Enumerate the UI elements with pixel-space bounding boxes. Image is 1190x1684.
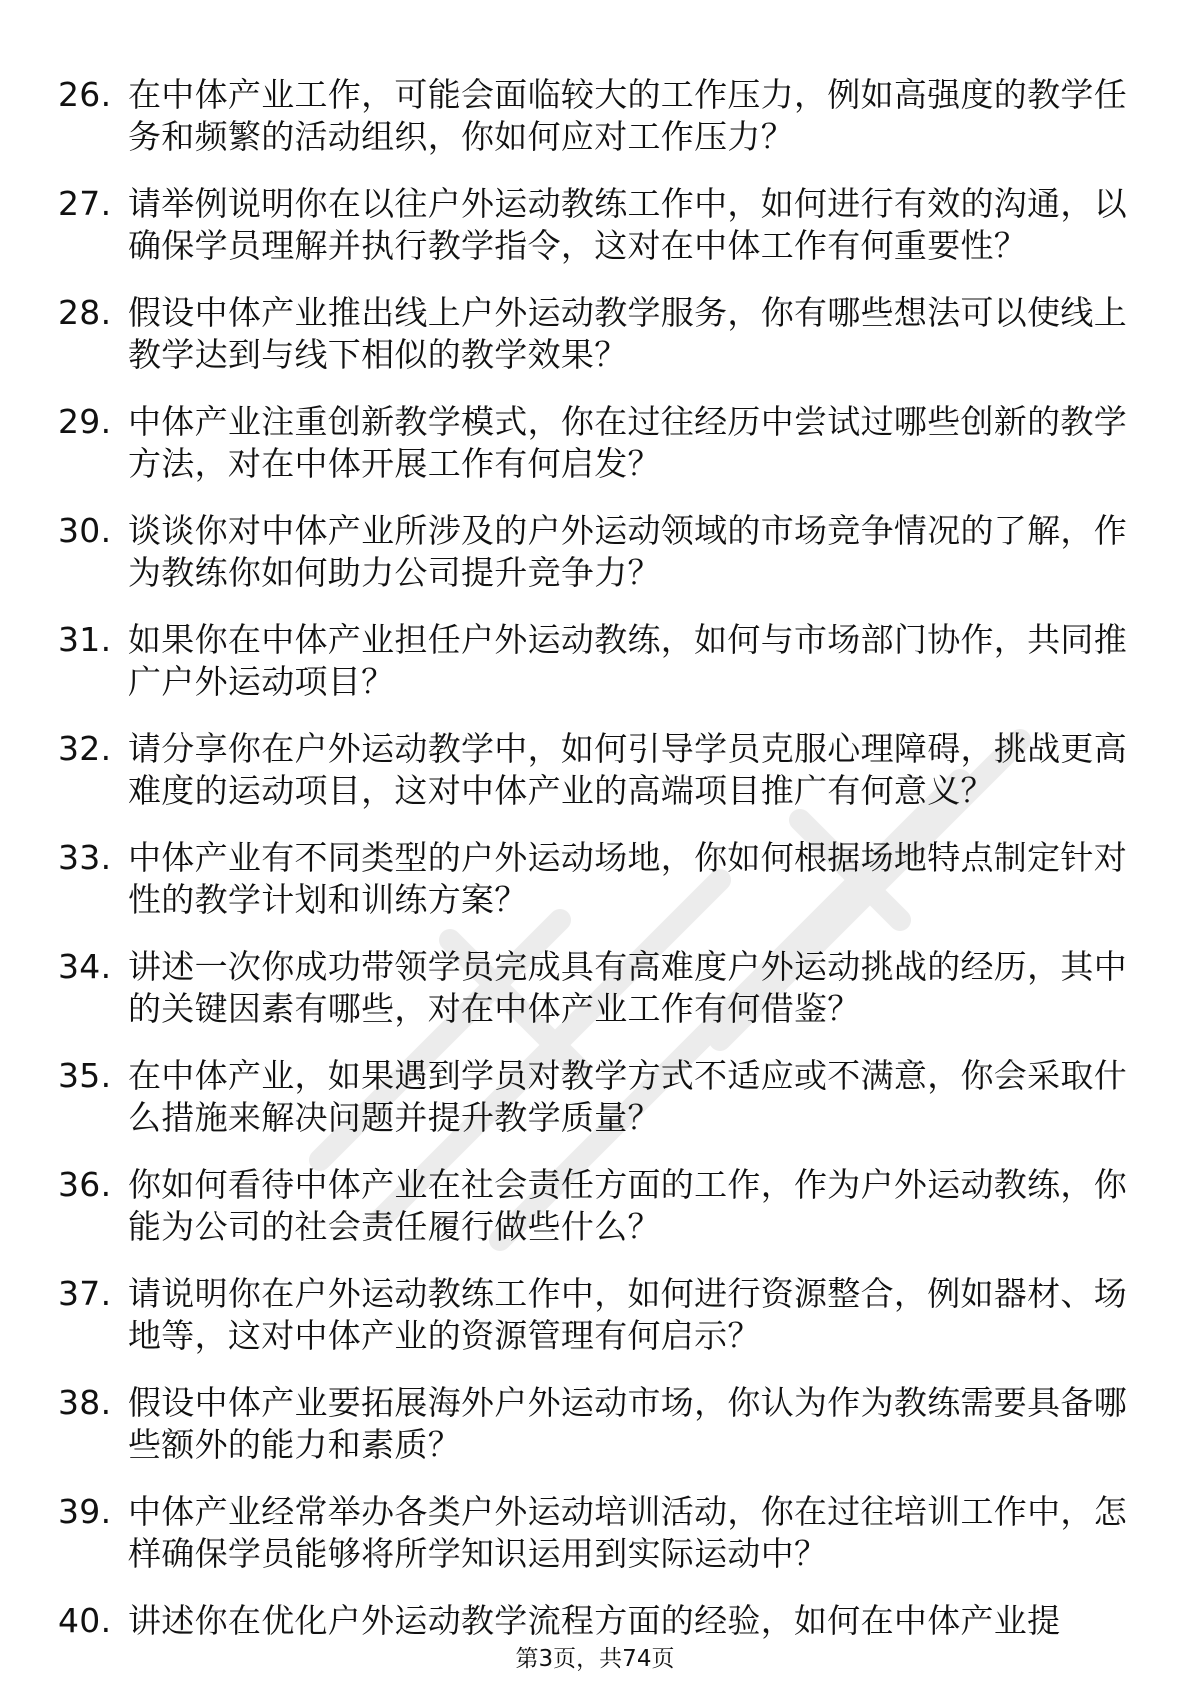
question-text: 讲述一次你成功带领学员完成具有高难度户外运动挑战的经历，其中的关键因素有哪些，对在中体产业工作有何借鉴？ xyxy=(128,947,1127,1028)
question-number: 38. xyxy=(58,1383,112,1422)
question-text: 你如何看待中体产业在社会责任方面的工作，作为户外运动教练，你能为公司的社会责任履行做些什么？ xyxy=(128,1165,1127,1246)
question-item xyxy=(58,74,1138,158)
question-text: 中体产业有不同类型的户外运动场地，你如何根据场地特点制定针对性的教学计划和训练方案？ xyxy=(128,838,1127,919)
question-item xyxy=(58,1273,1138,1357)
question-item xyxy=(58,1164,1138,1248)
question-text: 假设中体产业推出线上户外运动教学服务，你有哪些想法可以使线上教学达到与线下相似的教学效果？ xyxy=(128,293,1127,374)
question-text: 在中体产业，如果遇到学员对教学方式不适应或不满意，你会采取什么措施来解决问题并提升教学质量？ xyxy=(128,1056,1127,1137)
page-footer xyxy=(0,1640,1190,1673)
question-text: 中体产业注重创新教学模式，你在过往经历中尝试过哪些创新的教学方法，对在中体开展工作有何启发？ xyxy=(128,402,1127,483)
question-item xyxy=(58,1491,1138,1575)
question-item xyxy=(58,183,1138,267)
question-number: 27. xyxy=(58,184,112,223)
question-list xyxy=(58,74,1138,1667)
question-text: 中体产业经常举办各类户外运动培训活动，你在过往培训工作中，怎样确保学员能够将所学知识运用到实际运动中？ xyxy=(128,1492,1127,1573)
question-number: 39. xyxy=(58,1492,112,1531)
question-number: 31. xyxy=(58,620,112,659)
question-item xyxy=(58,292,1138,376)
question-number: 40. xyxy=(58,1601,112,1640)
question-number: 33. xyxy=(58,838,112,877)
question-text: 谈谈你对中体产业所涉及的户外运动领域的市场竞争情况的了解，作为教练你如何助力公司提升竞争力？ xyxy=(128,511,1127,592)
question-number: 34. xyxy=(58,947,112,986)
question-item xyxy=(58,1055,1138,1139)
question-text: 请举例说明你在以往户外运动教练工作中，如何进行有效的沟通，以确保学员理解并执行教学指令，这对在中体工作有何重要性？ xyxy=(128,184,1127,265)
question-number: 30. xyxy=(58,511,112,550)
question-number: 28. xyxy=(58,293,112,332)
question-item xyxy=(58,728,1138,812)
question-text: 在中体产业工作，可能会面临较大的工作压力，例如高强度的教学任务和频繁的活动组织，你如何应对工作压力？ xyxy=(128,75,1127,156)
page-number-label: 第3页，共74页 xyxy=(515,1646,675,1672)
question-item xyxy=(58,1600,1138,1642)
question-number: 26. xyxy=(58,75,112,114)
question-number: 29. xyxy=(58,402,112,441)
question-text: 如果你在中体产业担任户外运动教练，如何与市场部门协作，共同推广户外运动项目？ xyxy=(128,620,1127,701)
question-item xyxy=(58,837,1138,921)
question-text: 假设中体产业要拓展海外户外运动市场，你认为作为教练需要具备哪些额外的能力和素质？ xyxy=(128,1383,1127,1464)
question-number: 35. xyxy=(58,1056,112,1095)
question-item xyxy=(58,946,1138,1030)
question-text: 请分享你在户外运动教学中，如何引导学员克服心理障碍，挑战更高难度的运动项目，这对中体产业的高端项目推广有何意义？ xyxy=(128,729,1127,810)
question-text: 讲述你在优化户外运动教学流程方面的经验，如何在中体产业提 xyxy=(128,1601,1061,1640)
question-number: 32. xyxy=(58,729,112,768)
question-item xyxy=(58,1382,1138,1466)
question-item xyxy=(58,510,1138,594)
question-item xyxy=(58,619,1138,703)
question-number: 36. xyxy=(58,1165,112,1204)
question-number: 37. xyxy=(58,1274,112,1313)
question-item xyxy=(58,401,1138,485)
question-text: 请说明你在户外运动教练工作中，如何进行资源整合，例如器材、场地等，这对中体产业的资源管理有何启示？ xyxy=(128,1274,1127,1355)
